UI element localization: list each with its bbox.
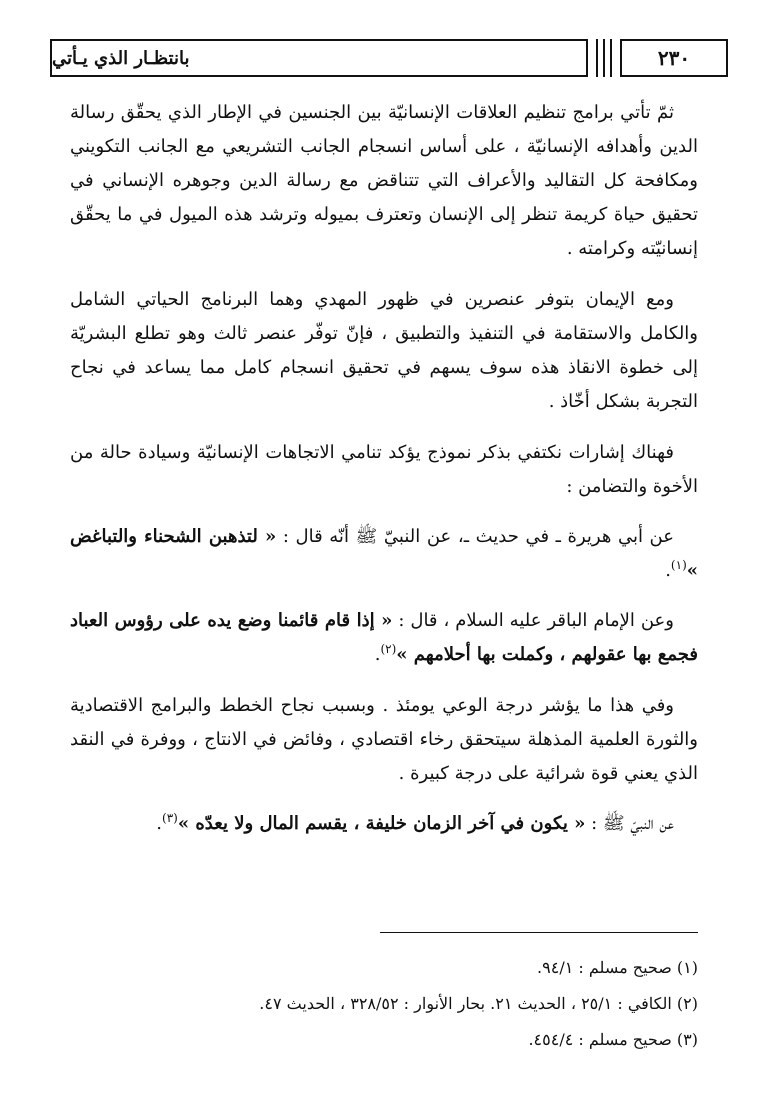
- footnote-1: (١) صحيح مسلم : ٩٤/١.: [537, 958, 698, 977]
- footnote-2: (٢) الكافي : ٢٥/١ ، الحديث ٢١. بحار الأنوار : ٣٢٨/٥٢ ، الحديث ٤٧.: [259, 994, 698, 1013]
- page-header: [50, 39, 728, 81]
- footnote-3: (٣) صحيح مسلم : ٤٥٤/٤.: [528, 1030, 698, 1049]
- main-text: [70, 96, 698, 858]
- hadith-quote-1: « لتذهبن الشحناء والتباغض »: [70, 526, 698, 581]
- paragraph-5: وعن الإمام الباقر عليه السلام ، قال : « إذا قام قائمنا وضع يده على رؤوس العباد فجمع بها عقولهم ، وكملت بها أحلامهم »$^{(٢)}$.: [70, 610, 698, 665]
- paragraph-6: وفي هذا ما يؤشر درجة الوعي يومئذ . وبسبب نجاح الخطط والبرامج الاقتصادية والثورة العلمية المذهلة سيتحقق رخاء اقتصادي ، وفائض في الانتاج ، ووفرة في النقد الذي يعني قوة شرائية على درجة كبيرة .: [70, 695, 698, 784]
- hadith-quote-2: « إذا قام قائمنا وضع يده على رؤوس العباد فجمع بها عقولهم ، وكملت بها أحلامهم »: [70, 610, 698, 665]
- hadith-intro-3: عن النبيّ ﷺ :: [585, 813, 674, 834]
- footnote-ref-3[interactable]: (٣): [162, 811, 178, 825]
- page-number: ٢٣٠: [620, 39, 728, 77]
- hadith-intro-1: عن أبي هريرة ـ في حديث ـ، عن النبيّ ﷺ أنّه قال :: [276, 526, 674, 547]
- paragraph-2: ومع الإيمان بتوفر عنصرين في ظهور المهدي وهما البرنامج الحياتي الشامل والكامل والاستقامة في التنفيذ والتطبيق ، فإنّ توفّر عنصر ثالث وهو تطلع البشريّة إلى خطوة الانقاذ هذه سوف يسهم في تحقيق انسجام كامل مما يساعد في نجاح التجربة بشكل أخّاذ .: [70, 289, 698, 412]
- running-title: بانتظـار الذي يـأتي: [50, 39, 588, 77]
- footnote-separator: [380, 932, 698, 933]
- footnotes: [70, 950, 698, 1058]
- header-divider-bars: [596, 39, 612, 77]
- footnote-ref-1[interactable]: (١): [670, 558, 687, 572]
- paragraph-3: فهناك إشارات نكتفي بذكر نموذج يؤكد تنامي الاتجاهات الإنسانيّة وسيادة حالة من الأخوة والتضامن :: [70, 442, 698, 497]
- footnote-ref-2[interactable]: (٢): [380, 642, 397, 656]
- paragraph-7: عن النبيّ ﷺ : « يكون في آخر الزمان خليفة ، يقسم المال ولا يعدّه »$^{(٣)}$.: [156, 811, 674, 834]
- hadith-quote-3: « يكون في آخر الزمان خليفة ، يقسم المال ولا يعدّه »: [177, 813, 586, 834]
- paragraph-4: عن أبي هريرة ـ في حديث ـ، عن النبيّ ﷺ أنّه قال : « لتذهبن الشحناء والتباغض »$^{(١)}$.: [70, 526, 698, 581]
- hadith-intro-2: وعن الإمام الباقر عليه السلام ، قال :: [392, 610, 674, 631]
- paragraph-1: ثمّ تأتي برامج تنظيم العلاقات الإنسانيّة بين الجنسين في الإطار الذي يحقّق رسالة الدين وأهدافه الإنسانيّة ، على أساس انسجام الجانب التشريعي مع الجانب التكويني ومكافحة كل التقاليد والأعراف التي تتناقض مع رسالة الدين وجوهره الإنساني في تحقيق حياة كريمة تنظر إلى الإنسان وتعترف بميوله وترشد هذه الميول في ما يحقّق إنسانيّته وكرامته .: [70, 102, 698, 259]
